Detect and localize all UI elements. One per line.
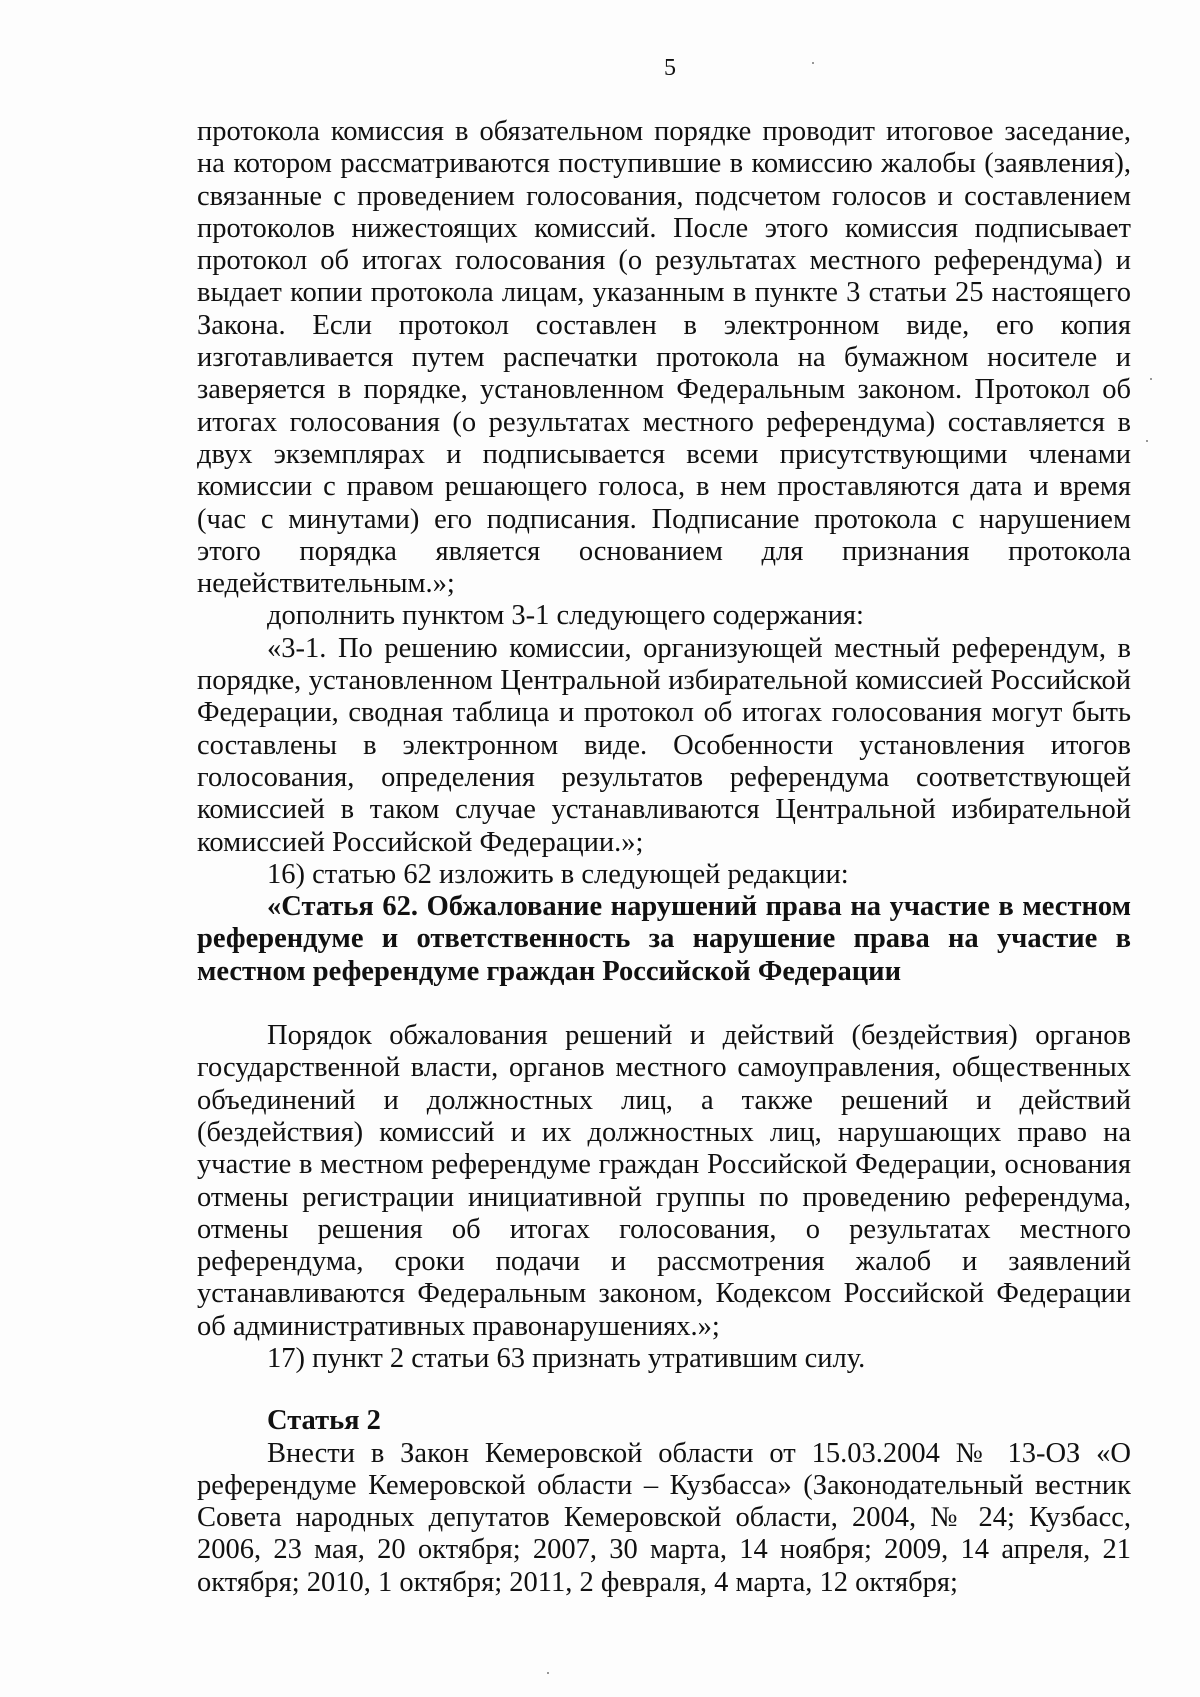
article-62-title: «Статья 62. Обжалование нарушений права на участие в местном референдуме и ответственность за нарушение права на участие в местном референдуме граждан Российской Федерации <box>197 891 1131 987</box>
paragraph-add-item-3-1: дополнить пунктом 3-1 следующего содержания: <box>267 600 864 632</box>
scan-speck <box>812 62 814 64</box>
scan-speck <box>547 1672 549 1674</box>
scan-speck <box>1146 440 1148 442</box>
page-number: 5 <box>664 55 676 81</box>
paragraph-article-2-amendments: Внести в Закон Кемеровской области от 15.03.2004 № 13-ОЗ «О референдуме Кемеровской области – Кузбасса» (Законодательный вестник Совета народных депутатов Кемеровской области, 2004, № 24; Кузбасс, 2006, 23 мая, 20 октября; 2007, 30 марта, 14 ноября; 2009, 14 апреля, 21 октября; 2010, 1 октября; 2011, 2 февраля, 4 марта, 12 октября; <box>197 1437 1131 1598</box>
paragraph-item-3-1-text: «3-1. По решению комиссии, организующей местный референдум, в порядке, установленном Центральной избирательной комиссией Российской Федерации, сводная таблица и протокол об итогах голосования могут быть составлены в электронном виде. Особенности установления итогов голосования, определения результатов референдума соответствующей комиссией в таком случае устанавливаются Центральной избирательной комиссией Российской Федерации.»; <box>197 632 1131 858</box>
paragraph-appeal-procedure: Порядок обжалования решений и действий (бездействия) органов государственной власти, органов местного самоуправления, общественных объединений и должностных лиц, а также решений и действий (бездействия) комиссий и их должностных лиц, нарушающих право на участие в местном референдуме граждан Российской Федерации, основания отмены регистрации инициативной группы по проведению референдума, отмены решения об итогах голосования, о результатах местного референдума, сроки подачи и рассмотрения жалоб и заявлений устанавливаются Федеральным законом, Кодексом Российской Федерации об административных правонарушениях.»; <box>197 1020 1131 1342</box>
paragraph-amend-article-62: 16) статью 62 изложить в следующей редакции: <box>267 858 849 890</box>
spacer <box>197 1375 1131 1405</box>
spacer <box>197 988 1131 1020</box>
paragraph-repeal-item-2-article-63: 17) пункт 2 статьи 63 признать утратившим силу. <box>267 1342 866 1374</box>
scan-speck <box>1150 378 1152 380</box>
document-body <box>197 116 1131 1599</box>
paragraph-protocol-final-meeting: протокола комиссия в обязательном порядке проводит итоговое заседание, на котором рассматриваются поступившие в комиссию жалобы (заявления), связанные с проведением голосования, подсчетом голосов и составлением протоколов нижестоящих комиссий. После этого комиссия подписывает протокол об итогах голосования (о результатах местного референдума) и выдает копии протокола лицам, указанным в пункте 3 статьи 25 настоящего Закона. Если протокол составлен в электронном виде, его копия изготавливается путем распечатки протокола на бумажном носителе и заверяется в порядке, установленном Федеральным законом. Протокол об итогах голосования (о результатах местного референдума) составляется в двух экземплярах и подписывается всеми присутствующими членами комиссии с правом решающего голоса, в нем проставляются дата и время (час с минутами) его подписания. Подписание протокола с нарушением этого порядка является основанием для признания протокола недействительным.»; <box>197 116 1131 600</box>
article-2-heading: Статья 2 <box>267 1405 381 1437</box>
